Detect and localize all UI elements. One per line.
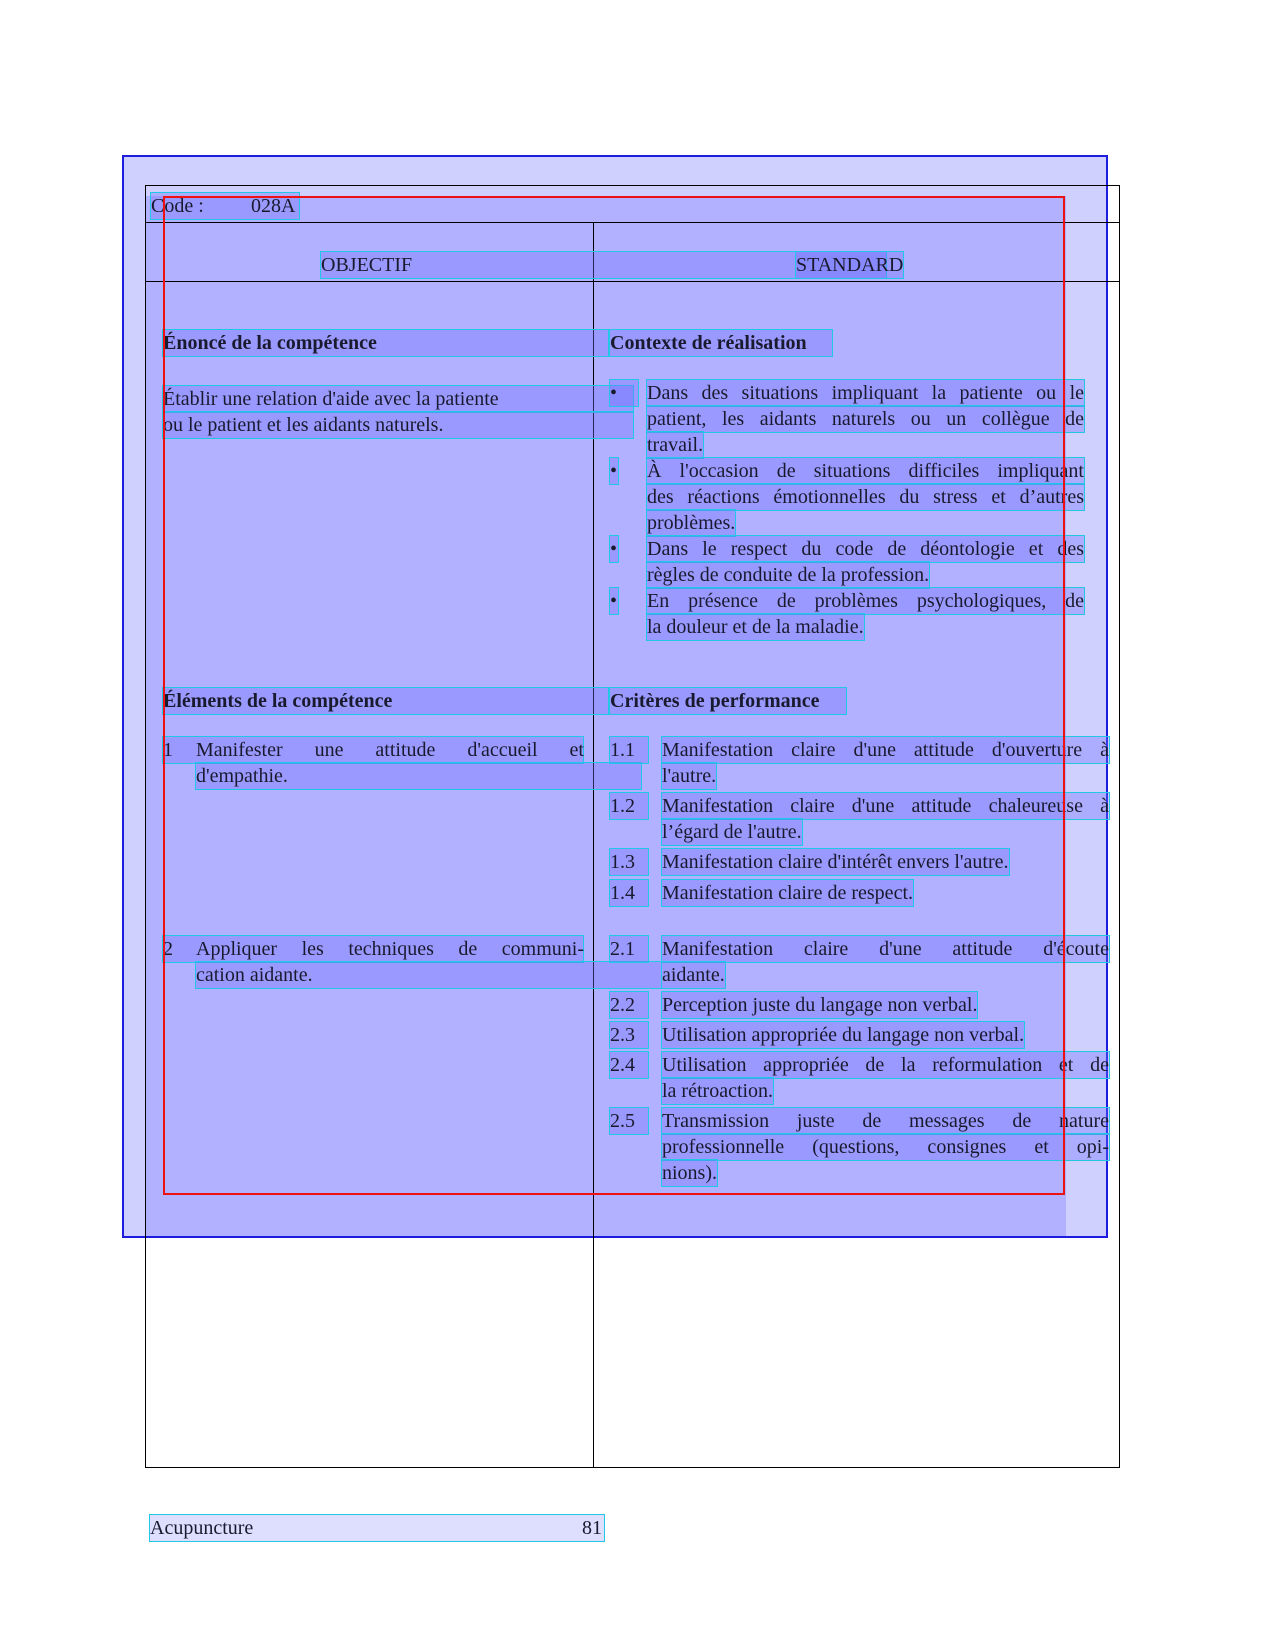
element-1-line-1: Manifester une attitude d'accueil et: [196, 739, 584, 761]
criterion-number: 1.1: [610, 737, 648, 763]
criterion-2-4-line-1: Utilisation appropriée de la reformulation et de: [662, 1054, 1109, 1076]
bullet-marker: •: [610, 380, 638, 406]
element-1-line-2: d'empathie.: [196, 763, 641, 789]
element-2-line-2: cation aidante.: [196, 962, 661, 988]
code-label-text: Code :: [151, 195, 204, 217]
standard-column-header: STANDARD: [796, 254, 904, 276]
criterion-2-4-line-2: la rétroaction.: [662, 1080, 774, 1102]
bullet-4-line-1: En présence de problèmes psychologiques, de: [647, 590, 1084, 612]
footer-title: Acupuncture: [150, 1517, 254, 1539]
bullet-1-line-3: travail.: [647, 434, 704, 456]
annotation-frame-red: [163, 196, 1065, 1195]
table-top-border: [145, 185, 1120, 186]
bullet-marker: •: [610, 590, 618, 612]
criterion-1-2-line-1: Manifestation claire d'une attitude chaleureuse à: [662, 795, 1109, 817]
enonce-line-1: Établir une relation d'aide avec la patiente: [163, 386, 633, 412]
bullet-3-line-1: Dans le respect du code de déontologie et des: [647, 538, 1084, 560]
criterion-number: 2.3: [610, 1022, 648, 1048]
objective-label: OBJECTIF: [321, 254, 413, 276]
table-right-border: [1119, 185, 1120, 1468]
criterion-number: 2.2: [610, 992, 648, 1018]
criterion-1-2-line-2: l’égard de l'autre.: [662, 821, 802, 843]
criterion-number: 1.3: [610, 849, 648, 875]
criteres-heading: Critères de performance: [610, 688, 846, 714]
bullet-marker: •: [610, 460, 618, 482]
criterion-1-1-line-2: l'autre.: [662, 765, 717, 787]
enonce-heading: Énoncé de la compétence: [163, 330, 608, 356]
criterion-2-5-line-1: Transmission juste de messages de nature: [662, 1110, 1109, 1132]
criterion-number: 1.2: [610, 793, 648, 819]
criterion-2-3-line-1: Utilisation appropriée du langage non verbal.: [662, 1024, 1025, 1046]
criterion-1-1-line-1: Manifestation claire d'une attitude d'ouverture à: [662, 739, 1109, 761]
bullet-1-line-1: Dans des situations impliquant la patiente ou le: [647, 382, 1084, 404]
code-value: 028A: [251, 195, 296, 217]
contexte-heading: Contexte de réalisation: [610, 330, 832, 356]
criterion-number: 1.4: [610, 880, 648, 906]
footer: [150, 1515, 604, 1541]
criterion-2-1-line-2: aidante.: [662, 964, 725, 986]
elements-heading: Éléments de la compétence: [163, 688, 608, 714]
bullet-1-line-2: patient, les aidants naturels ou un collègue de: [647, 408, 1084, 430]
criterion-2-5-line-2: professionnelle (questions, consignes et opi-: [662, 1136, 1109, 1158]
element-2-line-1: Appliquer les techniques de communi-: [196, 938, 584, 960]
table-left-border: [145, 185, 146, 1468]
criterion-2-5-line-3: nions).: [662, 1162, 717, 1184]
element-1-number: 1: [163, 739, 173, 761]
criterion-1-4-line-1: Manifestation claire de respect.: [662, 882, 913, 904]
bullet-3-line-2: règles de conduite de la profession.: [647, 564, 930, 586]
criterion-2-2-line-1: Perception juste du langage non verbal.: [662, 994, 978, 1016]
bullet-marker: •: [610, 538, 618, 560]
bullet-2-line-2: des réactions émotionnelles du stress et d’autres: [647, 486, 1084, 508]
criterion-number: 2.5: [610, 1108, 648, 1134]
criterion-number: 2.4: [610, 1052, 648, 1078]
bullet-4-line-2: la douleur et de la maladie.: [647, 616, 864, 638]
bullet-2-line-3: problèmes.: [647, 512, 736, 534]
criterion-1-3-line-1: Manifestation claire d'intérêt envers l'autre.: [662, 851, 1009, 873]
page-number: 81: [582, 1517, 602, 1539]
element-2-number: 2: [163, 938, 173, 960]
criterion-number: 2.1: [610, 936, 648, 962]
bullet-2-line-1: À l'occasion de situations difficiles impliquant: [647, 460, 1084, 482]
table-bottom-border: [145, 1467, 1120, 1468]
criterion-2-1-line-1: Manifestation claire d'une attitude d'écoute: [662, 938, 1109, 960]
enonce-line-2: ou le patient et les aidants naturels.: [163, 412, 633, 438]
